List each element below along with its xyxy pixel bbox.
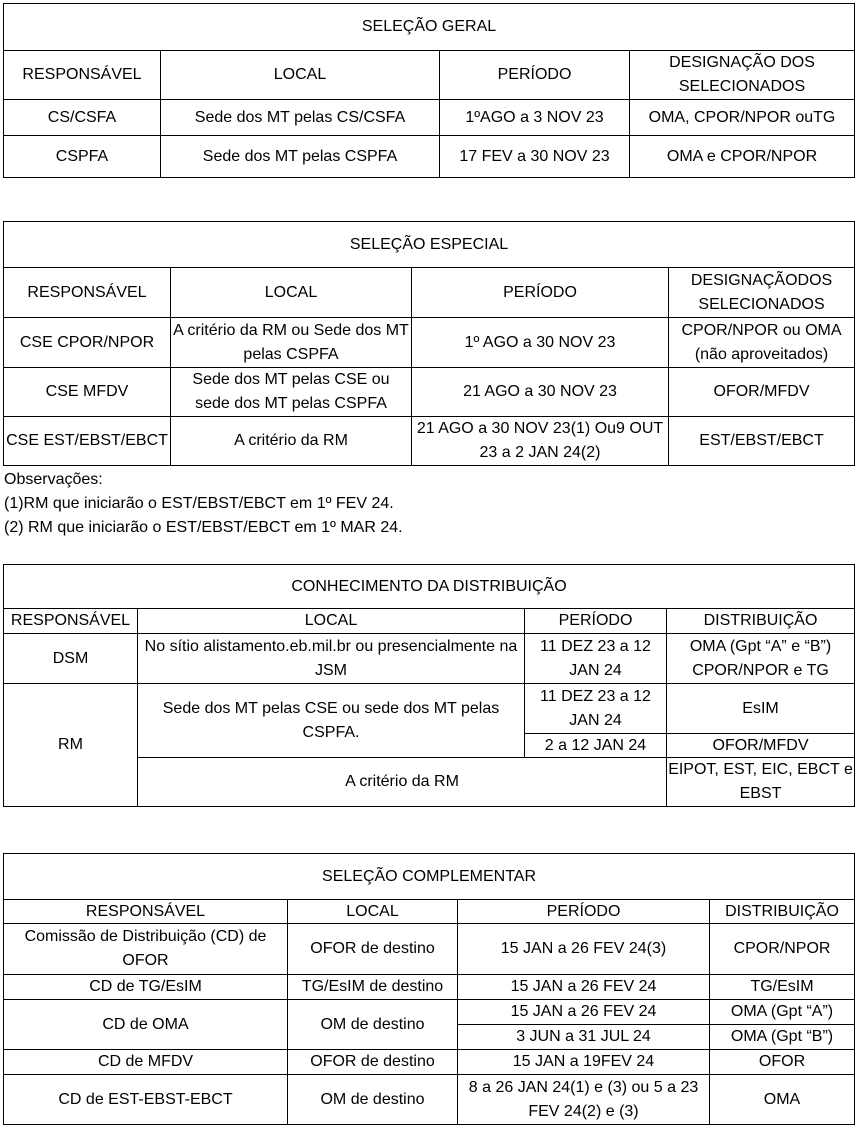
cell-local: Sede dos MT pelas CSE ou sede dos MT pelas CSPFA	[171, 368, 412, 417]
table-row	[4, 924, 855, 975]
cell-local: Sede dos MT pelas CS/CSFA	[161, 100, 440, 136]
header-responsavel: RESPONSÁVEL	[4, 51, 161, 100]
selecao-geral-table	[3, 3, 855, 178]
cell-distribuicao: OMA	[710, 1075, 855, 1125]
cell-local: OM de destino	[288, 1000, 458, 1050]
cell-periodo: 15 JAN a 19FEV 24	[458, 1050, 710, 1075]
header-designacao: DESIGNAÇÃODOS SELECIONADOS	[669, 268, 855, 318]
header-local: LOCAL	[171, 268, 412, 318]
cell-periodo: 21 AGO a 30 NOV 23	[412, 368, 669, 417]
cell-periodo: 11 DEZ 23 a 12 JAN 24	[525, 684, 667, 734]
table-row	[4, 417, 855, 466]
cell-periodo: 2 a 12 JAN 24	[525, 734, 667, 758]
cell-responsavel: CD de MFDV	[4, 1050, 288, 1075]
selecao-especial-table	[3, 221, 855, 466]
header-designacao: DESIGNAÇÃO DOS SELECIONADOS	[630, 51, 855, 100]
table-row	[4, 1050, 855, 1075]
cell-distribuicao: OMA (Gpt “B”)	[710, 1025, 855, 1050]
cell-periodo: 3 JUN a 31 JUL 24	[458, 1025, 710, 1050]
cell-responsavel: CD de OMA	[4, 1000, 288, 1050]
table-row	[4, 368, 855, 417]
cell-designacao: EST/EBST/EBCT	[669, 417, 855, 466]
header-responsavel: RESPONSÁVEL	[4, 609, 138, 634]
cell-periodo: 15 JAN a 26 FEV 24	[458, 975, 710, 1000]
cell-responsavel: CS/CSFA	[4, 100, 161, 136]
header-local: LOCAL	[161, 51, 440, 100]
conhecimento-distribuicao-table	[3, 564, 855, 807]
cell-responsavel: CD de EST-EBST-EBCT	[4, 1075, 288, 1125]
header-local: LOCAL	[288, 900, 458, 924]
selecao-geral-title: SELEÇÃO GERAL	[4, 4, 855, 51]
cell-responsavel: CSE EST/EBST/EBCT	[4, 417, 171, 466]
table-row	[4, 684, 855, 734]
header-responsavel: RESPONSÁVEL	[4, 268, 171, 318]
observacao-item: (1)RM que iniciarão o EST/EBST/EBCT em 1º FEV 24.	[4, 495, 394, 512]
cell-periodo: 1ºAGO a 3 NOV 23	[440, 100, 630, 136]
cell-local: OM de destino	[288, 1075, 458, 1125]
table-row	[4, 1075, 855, 1125]
cell-designacao: OMA, CPOR/NPOR ouTG	[630, 100, 855, 136]
header-distribuicao: DISTRIBUIÇÃO	[667, 609, 855, 634]
selecao-complementar-title: SELEÇÃO COMPLEMENTAR	[4, 854, 855, 900]
cell-responsavel: RM	[4, 684, 138, 807]
cell-responsavel: CSPFA	[4, 136, 161, 178]
cell-responsavel: CSE CPOR/NPOR	[4, 318, 171, 368]
cell-distribuicao: OMA (Gpt “A” e “B”) CPOR/NPOR e TG	[667, 634, 855, 684]
cell-responsavel: CSE MFDV	[4, 368, 171, 417]
cell-local: A critério da RM	[171, 417, 412, 466]
table-row	[4, 318, 855, 368]
header-local: LOCAL	[138, 609, 525, 634]
cell-designacao: OMA e CPOR/NPOR	[630, 136, 855, 178]
header-periodo: PERÍODO	[440, 51, 630, 100]
cell-designacao: CPOR/NPOR ou OMA (não aproveitados)	[669, 318, 855, 368]
cell-periodo: 8 a 26 JAN 24(1) e (3) ou 5 a 23 FEV 24(2) e (3)	[458, 1075, 710, 1125]
cell-distribuicao: OMA (Gpt “A”)	[710, 1000, 855, 1025]
cell-periodo: 11 DEZ 23 a 12 JAN 24	[525, 634, 667, 684]
cell-local: A critério da RM	[138, 758, 667, 807]
cell-distribuicao: EsIM	[667, 684, 855, 734]
table-row	[4, 634, 855, 684]
cell-responsavel: Comissão de Distribuição (CD) de OFOR	[4, 924, 288, 975]
cell-periodo: 15 JAN a 26 FEV 24	[458, 1000, 710, 1025]
cell-local: Sede dos MT pelas CSPFA	[161, 136, 440, 178]
table-row	[4, 1000, 855, 1025]
cell-local: A critério da RM ou Sede dos MT pelas CSPFA	[171, 318, 412, 368]
observacao-item: (2) RM que iniciarão o EST/EBST/EBCT em 1º MAR 24.	[4, 519, 403, 536]
cell-designacao: OFOR/MFDV	[669, 368, 855, 417]
observacoes	[4, 468, 403, 540]
cell-local: No sítio alistamento.eb.mil.br ou presencialmente na JSM	[138, 634, 525, 684]
cell-distribuicao: OFOR/MFDV	[667, 734, 855, 758]
conhecimento-title: CONHECIMENTO DA DISTRIBUIÇÃO	[4, 565, 855, 609]
cell-local: OFOR de destino	[288, 924, 458, 975]
header-periodo: PERÍODO	[412, 268, 669, 318]
cell-distribuicao: CPOR/NPOR	[710, 924, 855, 975]
header-distribuicao: DISTRIBUIÇÃO	[710, 900, 855, 924]
cell-responsavel: DSM	[4, 634, 138, 684]
cell-responsavel: CD de TG/EsIM	[4, 975, 288, 1000]
header-responsavel: RESPONSÁVEL	[4, 900, 288, 924]
cell-distribuicao: OFOR	[710, 1050, 855, 1075]
table-row	[4, 975, 855, 1000]
cell-local: Sede dos MT pelas CSE ou sede dos MT pelas CSPFA.	[138, 684, 525, 758]
cell-local: TG/EsIM de destino	[288, 975, 458, 1000]
cell-periodo: 15 JAN a 26 FEV 24(3)	[458, 924, 710, 975]
observacoes-title: Observações:	[4, 471, 103, 488]
selecao-complementar-table	[3, 853, 855, 1125]
table-row	[4, 136, 855, 178]
cell-local: OFOR de destino	[288, 1050, 458, 1075]
cell-periodo: 1º AGO a 30 NOV 23	[412, 318, 669, 368]
selecao-especial-title: SELEÇÃO ESPECIAL	[4, 222, 855, 268]
cell-distribuicao: TG/EsIM	[710, 975, 855, 1000]
header-periodo: PERÍODO	[458, 900, 710, 924]
header-periodo: PERÍODO	[525, 609, 667, 634]
cell-periodo: 21 AGO a 30 NOV 23(1) Ou9 OUT 23 a 2 JAN 24(2)	[412, 417, 669, 466]
cell-distribuicao: EIPOT, EST, EIC, EBCT e EBST	[667, 758, 855, 807]
table-row	[4, 100, 855, 136]
cell-periodo: 17 FEV a 30 NOV 23	[440, 136, 630, 178]
